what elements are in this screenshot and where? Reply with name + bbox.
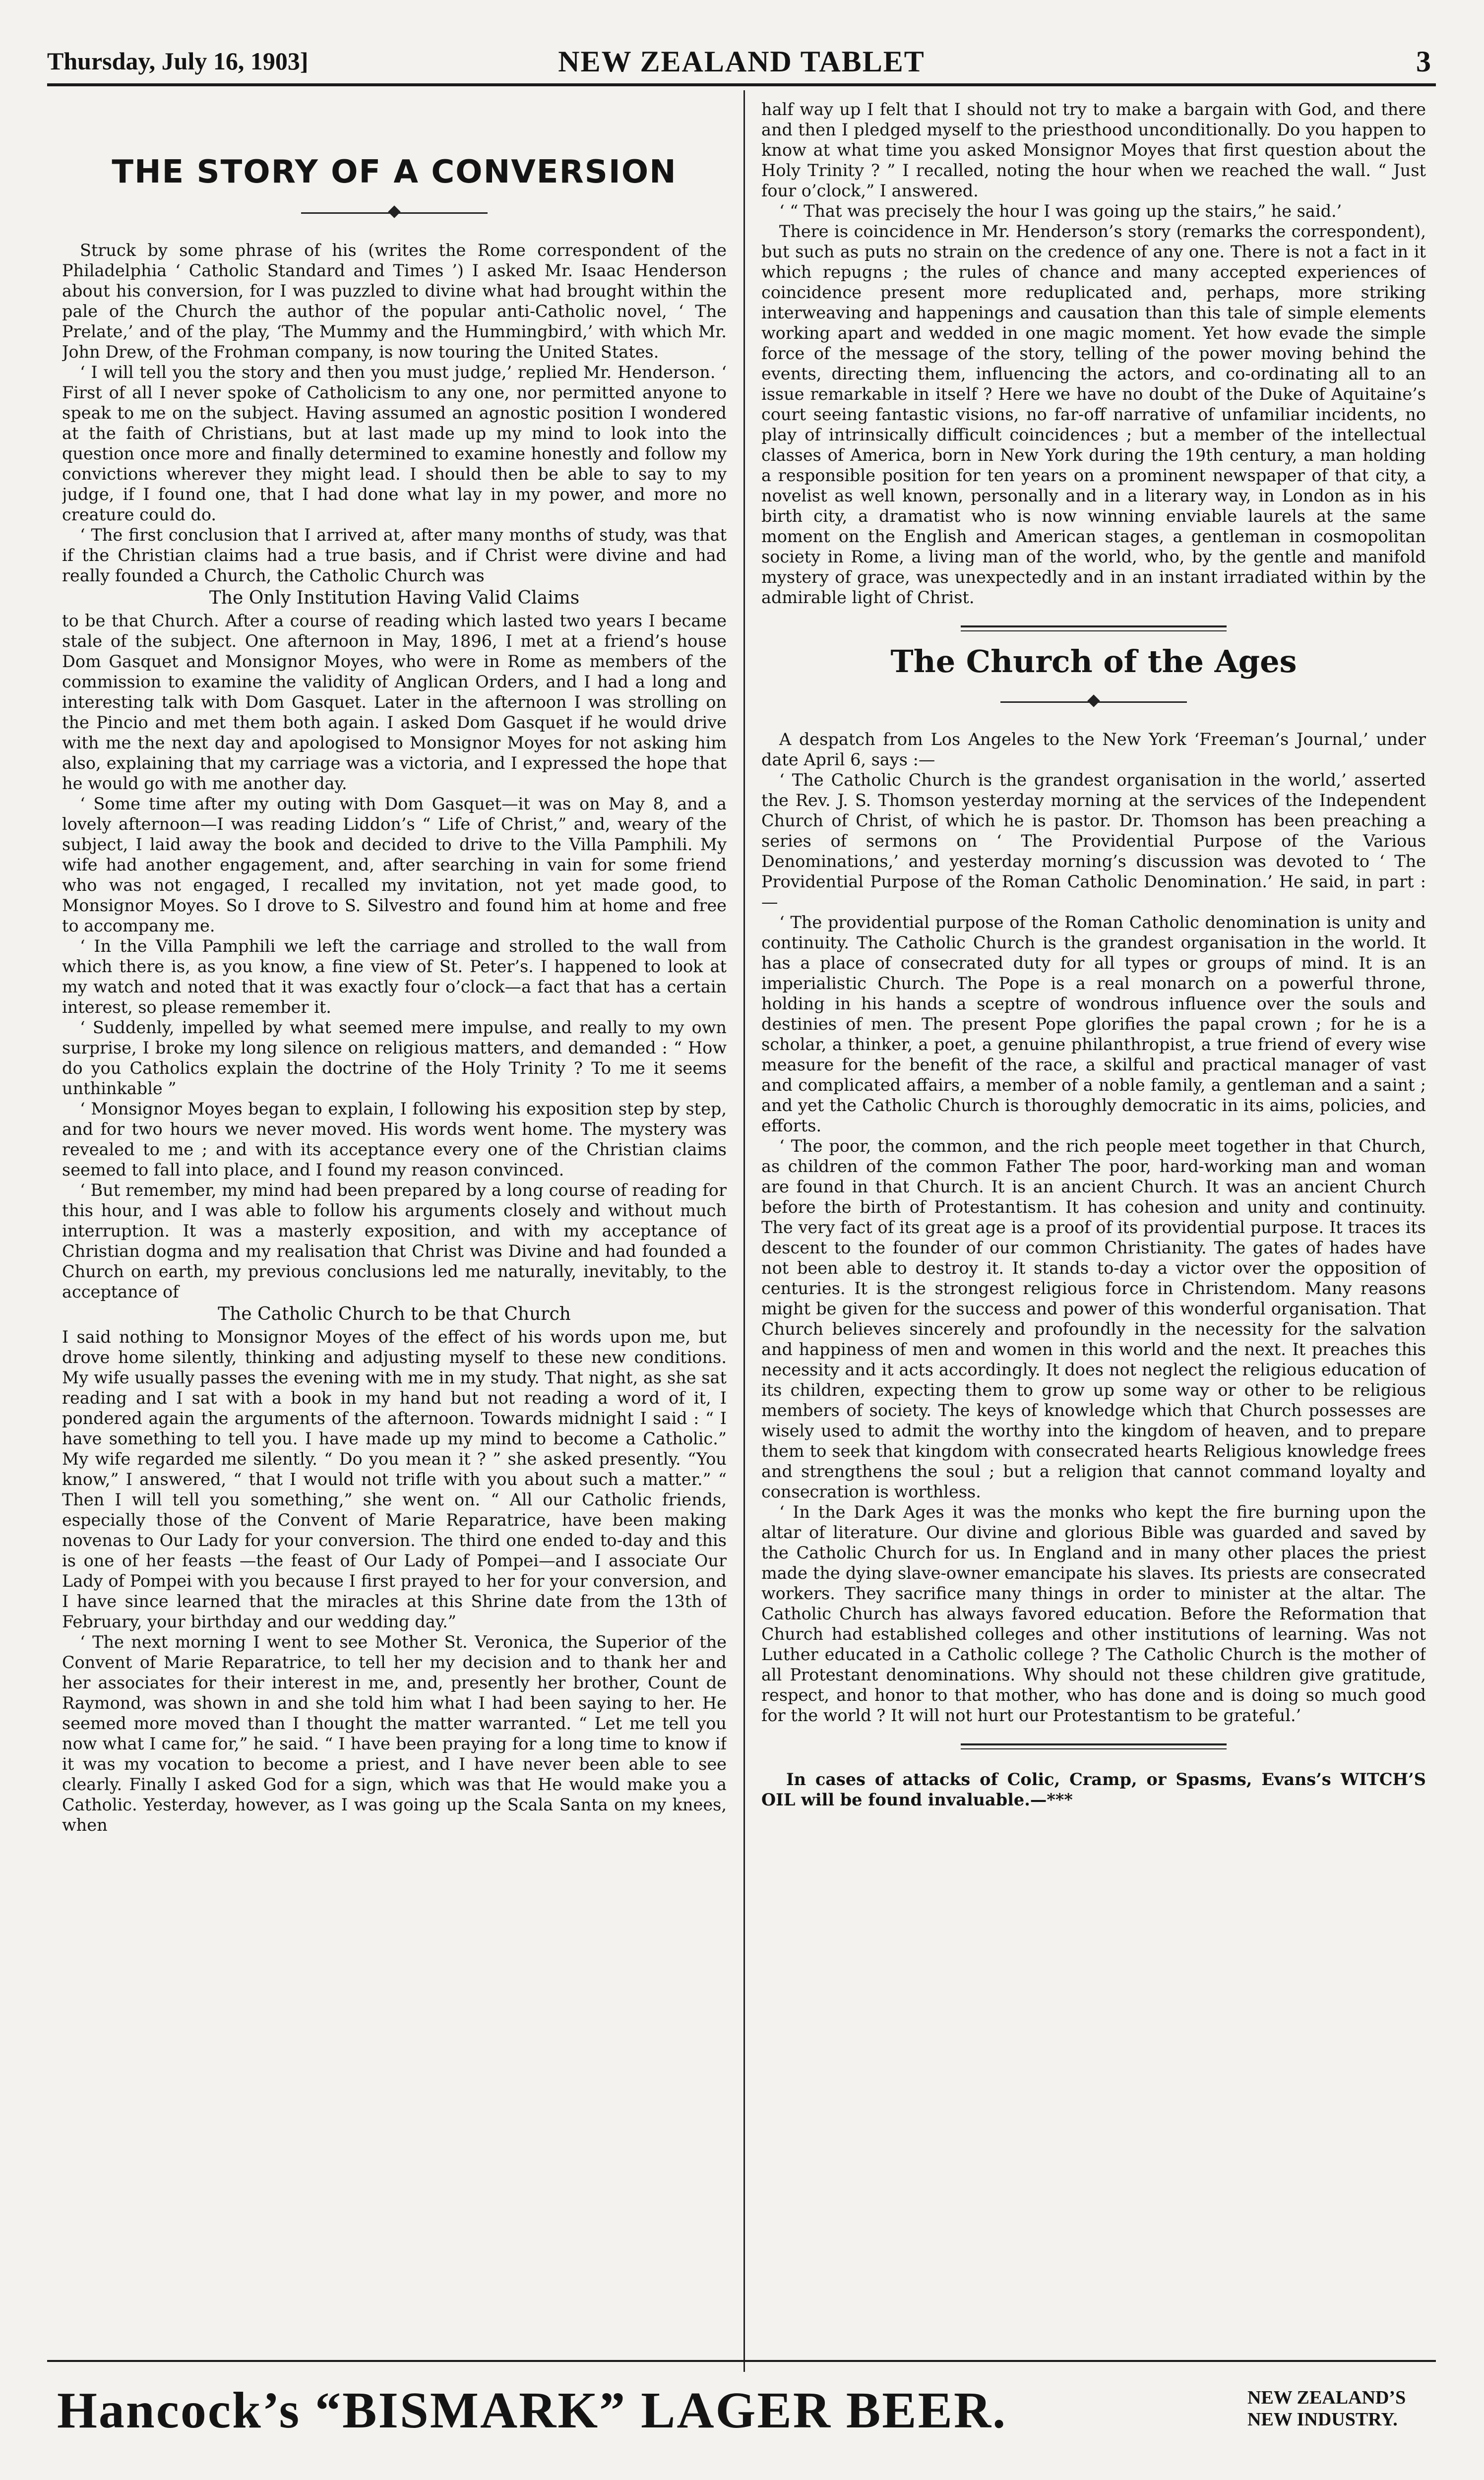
left-column bbox=[62, 99, 727, 2361]
paragraph: to be that Church. After a course of reading which lasted two years I became stale of the subject. One afternoon in May, 1896, I met at a friend’s house Dom Gasquet and Monsignor Moyes, who were in Rome as members of the commission to examine the validity of Anglican Orders, and I had a long and interesting talk with Dom Gasquet. Later in the afternoon I was strolling on the Pincio and met them both again. I asked Dom Gasquet if he would drive with me the next day and apologised to Monsignor Moyes for not asking him also, explaining that my carriage was a victoria, and I expressed the hope that he would go with me another day. bbox=[62, 611, 727, 793]
paragraph: half way up I felt that I should not try to make a bargain with God, and there and then I pledged myself to the priesthood unconditionally. Do you happen to know at what time you asked Monsignor Moyes that first question about the Holy Trinity ? ” I recalled, noting the hour when we reached the wall. “ Just four o’clock,” I answered. bbox=[761, 100, 1426, 200]
paragraph: ‘ The Catholic Church is the grandest organisation in the world,’ asserted the Rev. J. S. Thomson yesterday morning at the services of the Independent Church of Christ, of which he is pastor. Dr. Thomson has been preaching a series of sermons on ‘ The Providential Purpose of the Various Denominations,’ and yesterday morning’s discussion was devoted to ‘ The Providential Purpose of the Roman Catholic Denomination.’ He said, in part :— bbox=[761, 770, 1426, 912]
paragraph: Struck by some phrase of his (writes the Rome correspondent of the Philadelphia ‘ Catholic Standard and Times ’) I asked Mr. Isaac Henderson about his conversion, for I was puzzled to divine what had brought within the pale of the Church the author of the popular anti-Catholic novel, ‘ The Prelate,’ and of the play, ‘The Mummy and the Hummingbird,’ with which Mr. John Drew, of the Frohman company, is now touring the United States. bbox=[62, 241, 727, 362]
paragraph: There is coincidence in Mr. Henderson’s story (remarks the correspondent), but such as puts no strain on the credence of any one. There is not a fact in it which repugns ; the rules of chance and many accepted experiences of coincidence present more reduplicated and, perhaps, more striking interweaving and happenings and causation than this tale of simple elements working apart and wedded in one magic moment. Yet how evade the simple force of the message of the story, telling of the power moving behind the events, directing them, influencing the actors, and co-ordinating all to an issue remarkable in itself ? Here we have no doubt of the Duke of Aquitaine’s court seeing fantastic visions, no far-off narrative of unfamiliar incidents, no play of intrinsically difficult coincidences ; but a member of the intellectual classes of America, born in New York during the 19th century, a man holding a responsible position for ten years on a prominent newspaper of that city, a novelist as well known, personally and in a literary way, in London as in his birth city, a dramatist who is now winning enviable laurels at the same moment on the English and American stages, a gentleman in cosmopolitan society in Rome, a living man of the world, who, by the gentle and manifold mystery of grace, was unexpectedly and in an instant irradiated within by the admirable light of Christ. bbox=[761, 222, 1426, 607]
advert-tagline bbox=[1247, 2387, 1406, 2430]
paragraph: ‘ In the Villa Pamphili we left the carriage and strolled to the wall from which there is, as you know, a fine view of St. Peter’s. I happened to look at my watch and noted that it was exactly four o’clock—a fact that has a certain interest, so please remember it. bbox=[62, 936, 727, 1017]
paragraph: ‘ But remember, my mind had been prepared by a long course of reading for this hour, and I was able to follow his arguments closely and without much interruption. It was a masterly exposition, and with my acceptance of Christian dogma and my realisation that Christ was Divine and had founded a Church on earth, my previous conclusions led me naturally, inevitably, to the acceptance of bbox=[62, 1180, 727, 1302]
paragraph: ‘ The providential purpose of the Roman Catholic denomination is unity and continuity. The Catholic Church is the grandest organisation in the world. It has a place of consecrated duty for all types or groups of mind. It is an imperialistic Church. The Pope is a real monarch on a powerful throne, holding in his hands a sceptre of wondrous influence over the souls and destinies of men. The present Pope glorifies the papal crown ; for he is a scholar, a thinker, a poet, a genuine philanthropist, a true friend of every wise measure for the benefit of the race, a skilful and practical manager of vast and complicated affairs, a member of a noble family, a gentleman and a saint ; and yet the Catholic Church is thoroughly democratic in its aims, policies, and efforts. bbox=[761, 913, 1426, 1135]
paragraph: A despatch from Los Angeles to the New York ‘Freeman’s Journal,’ under date April 6, says :— bbox=[761, 730, 1426, 769]
title-ornament bbox=[62, 205, 727, 220]
section-divider bbox=[961, 625, 1227, 631]
header-rule bbox=[47, 83, 1436, 86]
article-title-church-of-ages: The Church of the Ages bbox=[890, 643, 1297, 680]
paragraph: ‘ Suddenly, impelled by what seemed mere impulse, and really to my own surprise, I broke my long silence on religious matters, and demanded : “ How do you Catholics explain the doctrine of the Holy Trinity ? To me it seems unthinkable ” bbox=[62, 1018, 727, 1098]
paragraph: ‘ Some time after my outing with Dom Gasquet—it was on May 8, and a lovely afternoon—I was reading Liddon’s “ Life of Christ,” and, weary of the subject, I laid away the book and decided to drive to the Villa Pamphili. My wife had another engagement, and, after searching in vain for some friend who was not engaged, I recalled my invitation, not yet made good, to Monsignor Moyes. So I drove to S. Silvestro and found him at home and free to accompany me. bbox=[62, 794, 727, 935]
page-number: 3 bbox=[1416, 45, 1431, 78]
notice-text: In cases of attacks of Colic, Cramp, or Spasms, Evans’s WITCH’S OIL will be found invaluable.—*** bbox=[761, 1770, 1426, 1809]
paragraph: ‘ The poor, the common, and the rich people meet together in that Church, as children of the common Father The poor, hard-working man and woman are found in that Church. It is an ancient Church. It was an ancient Church before the birth of Protestantism. It has cohesion and unity and continuity. The very fact of its great age is a proof of its providential purpose. It traces its descent to the founder of our common Christianity. The gates of hades have not been able to destroy it. It stands to-day a victor over the opposition of centuries. It is the strongest religious force in Christendom. Many reasons might be given for the success and power of this wonderful organisation. That Church believes sincerely and profoundly in the necessity for the salvation and happiness of men and women in this world and the next. It preaches this necessity and it acts accordingly. It does not neglect the religious education of its children, expecting them to grow up some way or other to be religious members of society. The keys of knowledge which that Church possesses are wisely used to admit the worthy into the kingdom of heaven, and to prepare them to seek that kingdom with consecrated hearts Religious knowledge frees and strengthens the soul ; but a religion that cannot command loyalty and consecration is worthless. bbox=[761, 1136, 1426, 1501]
paragraph: ‘ Monsignor Moyes began to explain, I following his exposition step by step, and for two hours we never moved. His words went home. The mystery was revealed to me ; and with its acceptance every one of the Christian claims seemed to fall into place, and I found my reason convinced. bbox=[62, 1099, 727, 1179]
article-title-conversion: THE STORY OF A CONVERSION bbox=[112, 154, 677, 190]
witchs-oil-notice bbox=[761, 1769, 1426, 1810]
paragraph: ‘ The next morning I went to see Mother St. Veronica, the Superior of the Convent of Marie Reparatrice, to tell her my decision and to thank her and her associates for their interest in me, and, presently her brother, Count de Raymond, was shown in and she told him what I had been saying to her. He seemed more moved than I thought the matter warranted. “ Let me tell you now what I came for,” he said. “ I have been praying for a long time to know if it was my vocation to become a priest, and I have never been able to see clearly. Finally I asked God for a sign, which was that He would make you a Catholic. Yesterday, however, as I was going up the Scala Santa on my knees, when bbox=[62, 1632, 727, 1835]
masthead-title: NEW ZEALAND TABLET bbox=[558, 45, 925, 78]
newspaper-page bbox=[47, 45, 1436, 2455]
paragraph: I said nothing to Monsignor Moyes of the effect of his words upon me, but drove home silently, thinking and adjusting myself to these new conditions. My wife usually passes the evening with me in my study. That night, as she sat reading and I sat with a book in my hand but not reading a word of it, I pondered again the arguments of the afternoon. Towards midnight I said : “ I have something to tell you. I have made up my mind to become a Catholic.” My wife regarded me silently. “ Do you mean it ? ” she asked presently. “You know,” I answered, “ that I would not trifle with you about such a matter.” “ Then I will tell you something,” she went on. “ All our Catholic friends, especially those of the Convent of Marie Reparatrice, have been making novenas to Our Lady for your conversion. The third one ended to-day and this is one of her feasts —the feast of Our Lady of Pompei—and I associate Our Lady of Pompei with you because I first prayed to her for your conversion, and I have since learned that the miracles at this Shrine date from the 13th of February, your birthday and our wedding day.” bbox=[62, 1327, 727, 1631]
footer-rule bbox=[47, 2360, 1436, 2362]
paragraph: ‘ In the Dark Ages it was the monks who kept the fire burning upon the altar of literature. Our divine and glorious Bible was guarded and saved by the Catholic Church for us. In England and in many other places the priest made the dying slave-owner emancipate his slaves. Its priests are consecrated workers. They sacrifice many things in order to minister at the altar. The Catholic Church has always favored education. Before the Reformation that Church had established colleges and other institutions of learning. Was not Luther educated in a Catholic college ? The Catholic Church is the mother of all Protestant denominations. Why should not these children give gratitude, respect, and honor to that mother, who has done and is doing so much good for the world ? It will not hurt our Protestantism to be grateful.’ bbox=[761, 1502, 1426, 1725]
title-ornament bbox=[761, 694, 1426, 709]
paragraph: ‘ I will tell you the story and then you must judge,’ replied Mr. Henderson. ‘ First of all I never spoke of Catholicism to any one, nor permitted anyone to speak to me on the subject. Having assumed an agnostic position I wondered at the faith of Christians, but at last made up my mind to look into the question once more and finally determined to examine honestly and follow my convictions wherever they might lead. I should then be able to say to my judge, if I found one, that I had done what lay in my power, and more no creature could do. bbox=[62, 363, 727, 524]
tagline-line-1: NEW ZEALAND’S bbox=[1247, 2387, 1406, 2408]
subheading: The Only Institution Having Valid Claims bbox=[209, 588, 580, 608]
section-divider bbox=[961, 1743, 1227, 1749]
issue-date: Thursday, July 16, 1903] bbox=[47, 47, 309, 75]
paragraph: ‘ “ That was precisely the hour I was going up the stairs,” he said.’ bbox=[779, 201, 1342, 221]
tagline-line-2: NEW INDUSTRY. bbox=[1247, 2409, 1398, 2430]
column-divider bbox=[743, 90, 745, 2372]
paragraph: ‘ The first conclusion that I arrived at, after many months of study, was that if the Christian claims had a true basis, and if Christ were divine and had really founded a Church, the Catholic Church was bbox=[62, 525, 727, 585]
lager-beer-advert: Hancock’s “BISMARK” LAGER BEER. bbox=[57, 2382, 1007, 2439]
running-header bbox=[47, 45, 1436, 79]
subheading: The Catholic Church to be that Church bbox=[218, 1304, 571, 1324]
right-column bbox=[761, 99, 1426, 2361]
footer-advert bbox=[47, 2376, 1436, 2445]
